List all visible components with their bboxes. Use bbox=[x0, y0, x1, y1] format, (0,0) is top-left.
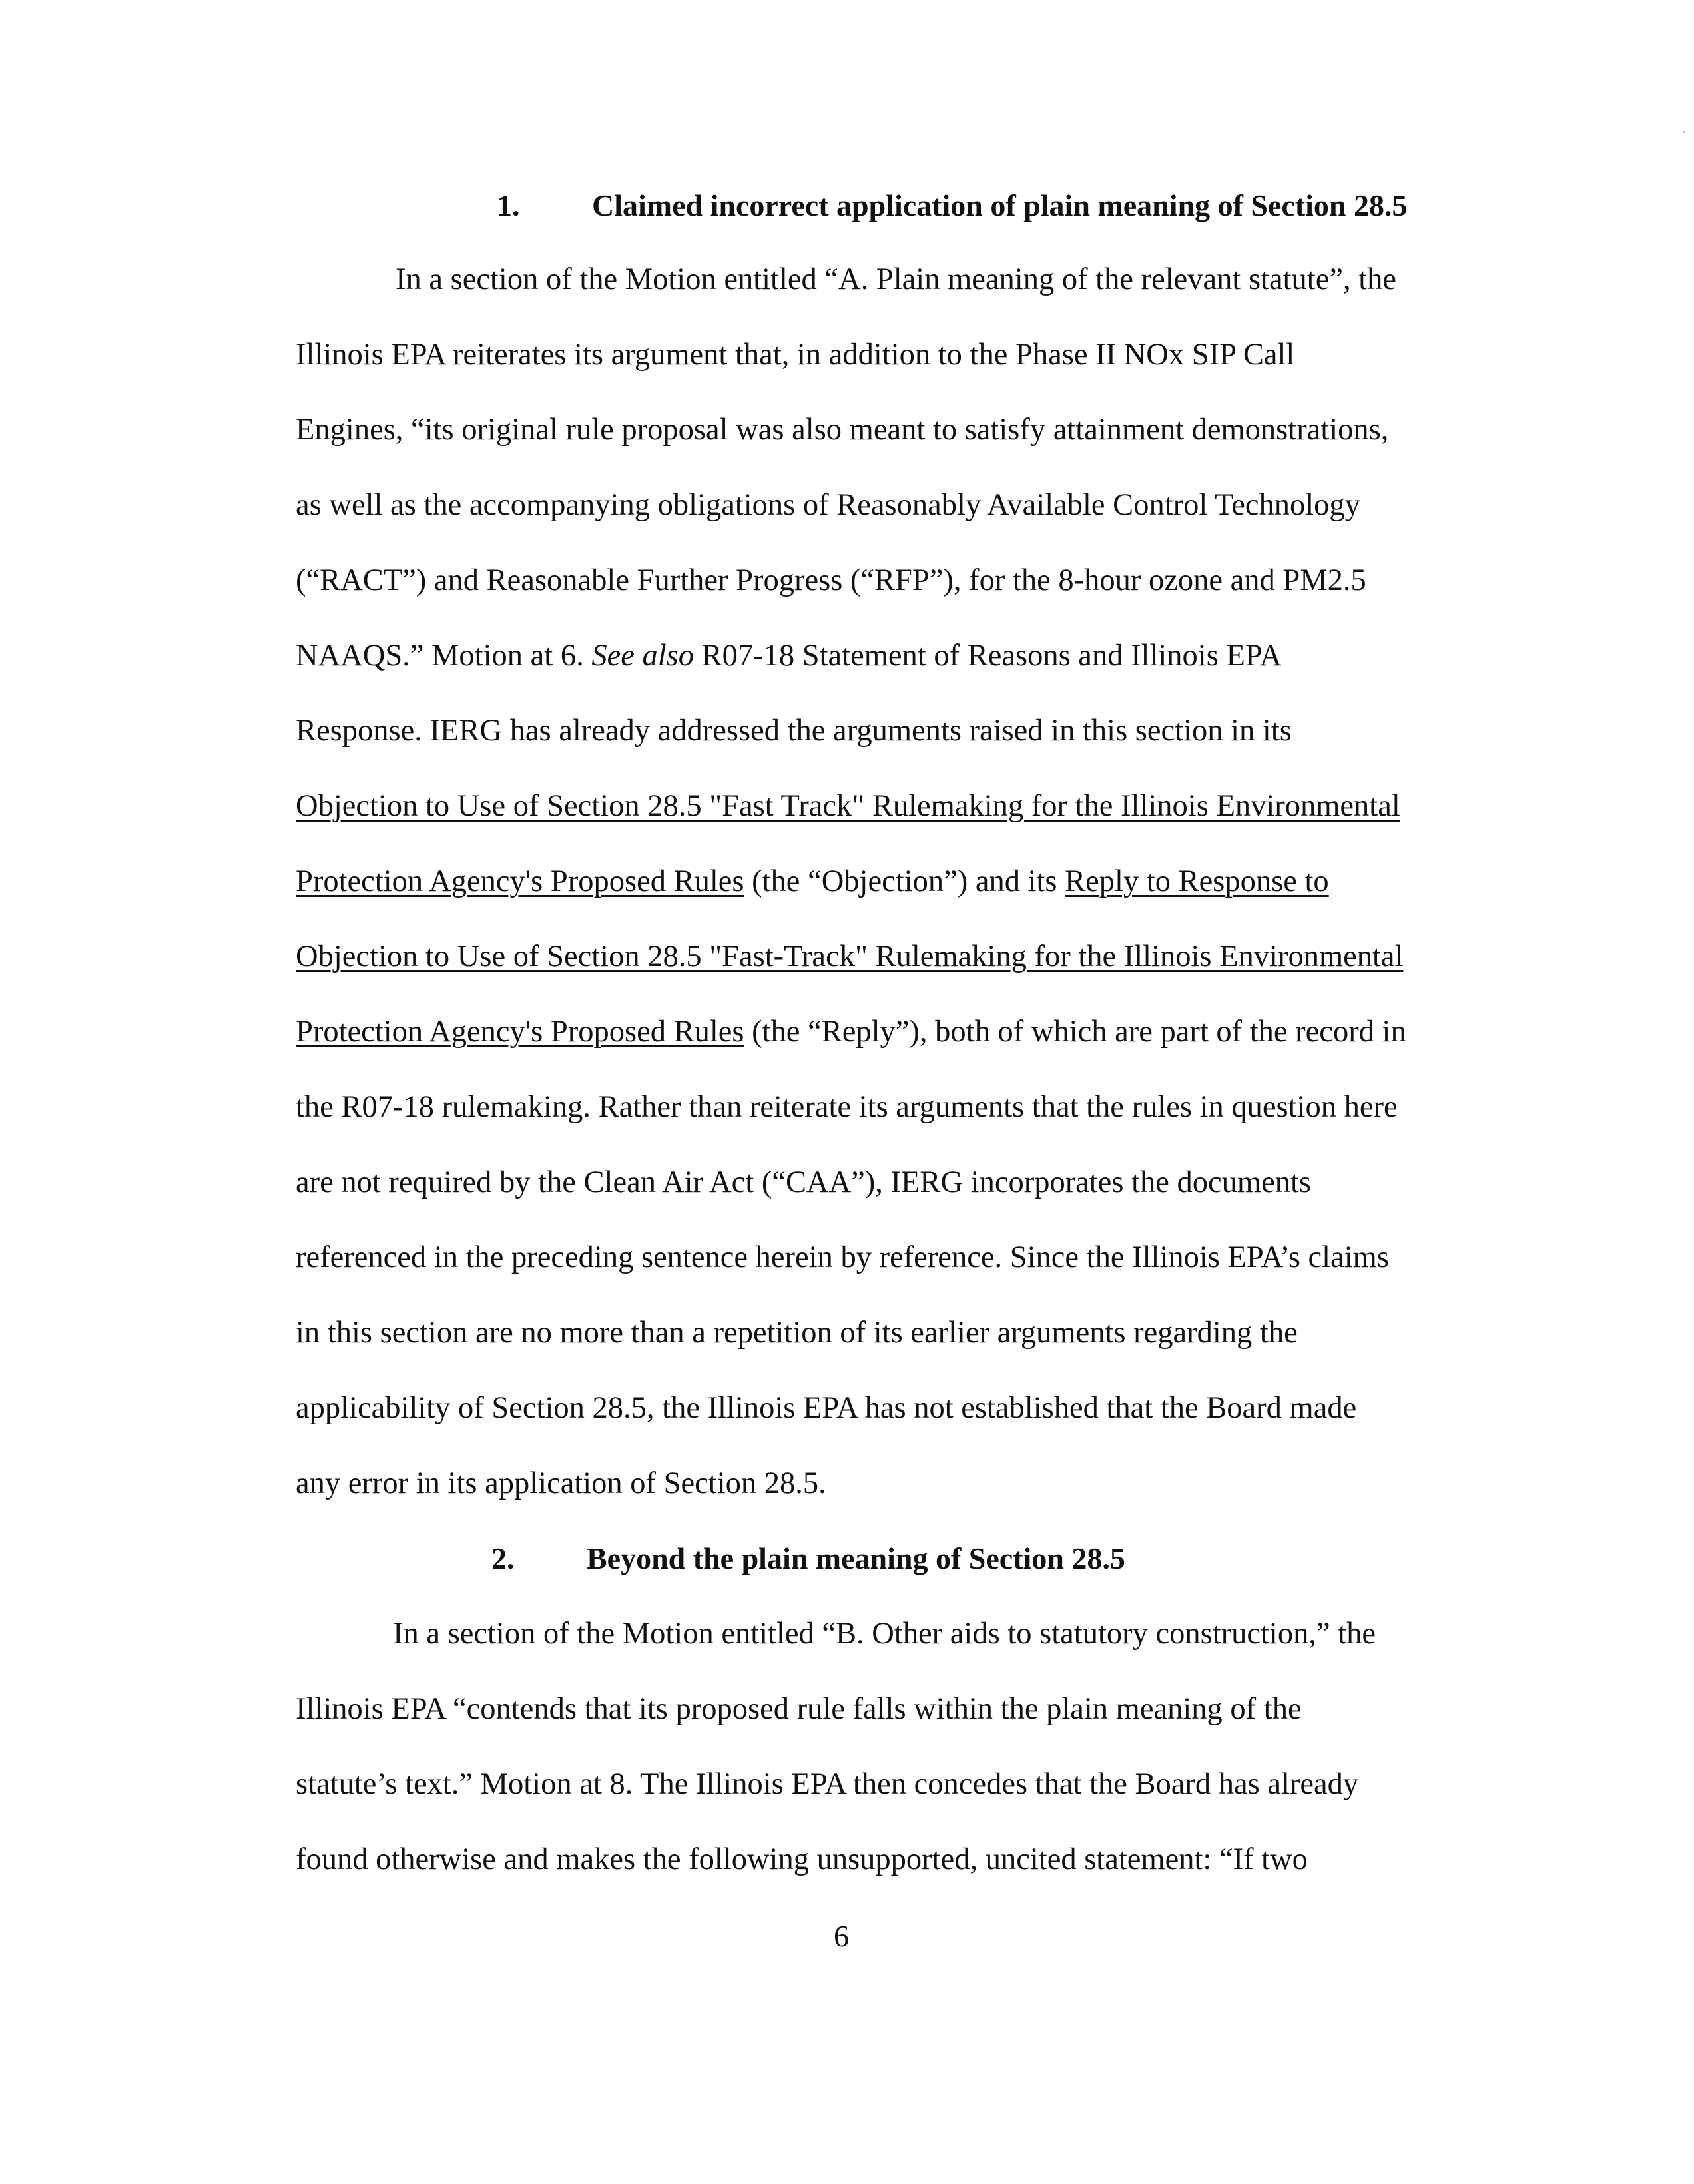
body-line: referenced in the preceding sentence herein by reference. Since the Illinois EPA’s claims bbox=[296, 1240, 1389, 1274]
text-segment: (the “Objection”) and its bbox=[744, 864, 1065, 898]
body-line: statute’s text.” Motion at 8. The Illinois EPA then concedes that the Board has already bbox=[296, 1767, 1359, 1801]
body-line: In a section of the Motion entitled “B. Other aids to statutory construction,” the bbox=[393, 1617, 1376, 1651]
body-line: Engines, “its original rule proposal was also meant to satisfy attainment demonstrations, bbox=[296, 413, 1389, 447]
document-title-reply: Reply to Response to bbox=[1065, 864, 1329, 898]
body-line bbox=[296, 786, 1400, 826]
body-line: as well as the accompanying obligations of Reasonably Available Control Technology bbox=[296, 488, 1360, 522]
body-line: found otherwise and makes the following unsupported, uncited statement: “If two bbox=[296, 1842, 1308, 1876]
text-segment: NAAQS.” Motion at 6. bbox=[296, 639, 592, 673]
body-line: are not required by the Clean Air Act (“CAA”), IERG incorporates the documents bbox=[296, 1165, 1311, 1199]
body-line: Illinois EPA reiterates its argument that, in addition to the Phase II NOx SIP Call bbox=[296, 338, 1295, 372]
section-1-heading bbox=[497, 187, 1408, 224]
body-line bbox=[296, 1012, 1406, 1052]
text-segment: (the “Reply”), both of which are part of the record in bbox=[744, 1015, 1406, 1049]
document-title-objection: Objection to Use of Section 28.5 "Fast Track" Rulemaking for the Illinois Environmental bbox=[296, 789, 1400, 823]
page-number: 6 bbox=[834, 1919, 849, 1953]
scan-artifact bbox=[1683, 131, 1685, 133]
citation-signal: See also bbox=[591, 639, 694, 673]
body-line: Response. IERG has already addressed the arguments raised in this section in its bbox=[296, 714, 1292, 748]
body-line: In a section of the Motion entitled “A. Plain meaning of the relevant statute”, the bbox=[396, 262, 1397, 296]
section-1-number: 1. bbox=[497, 188, 520, 222]
document-title-objection-cont: Protection Agency's Proposed Rules bbox=[296, 864, 744, 898]
document-title-reply-end: Protection Agency's Proposed Rules bbox=[296, 1015, 744, 1049]
body-line: (“RACT”) and Reasonable Further Progress (“RFP”), for the 8-hour ozone and PM2.5 bbox=[296, 563, 1366, 597]
section-2-number: 2. bbox=[491, 1541, 515, 1575]
section-2-title: Beyond the plain meaning of Section 28.5 bbox=[587, 1541, 1125, 1575]
body-line bbox=[296, 636, 1282, 676]
section-2-heading bbox=[491, 1540, 1125, 1577]
body-line bbox=[296, 937, 1404, 977]
body-line: in this section are no more than a repetition of its earlier arguments regarding the bbox=[296, 1316, 1298, 1350]
body-line bbox=[296, 862, 1329, 902]
document-title-reply-cont: Objection to Use of Section 28.5 "Fast-Track" Rulemaking for the Illinois Environmental bbox=[296, 940, 1404, 973]
body-line: any error in its application of Section 28.5. bbox=[296, 1466, 826, 1500]
section-1-title: Claimed incorrect application of plain meaning of Section 28.5 bbox=[592, 188, 1408, 222]
body-line: the R07-18 rulemaking. Rather than reiterate its arguments that the rules in question here bbox=[296, 1090, 1398, 1124]
text-segment: R07-18 Statement of Reasons and Illinois EPA bbox=[694, 639, 1282, 673]
body-line: Illinois EPA “contends that its proposed rule falls within the plain meaning of the bbox=[296, 1692, 1302, 1726]
body-line: applicability of Section 28.5, the Illinois EPA has not established that the Board made bbox=[296, 1391, 1357, 1425]
